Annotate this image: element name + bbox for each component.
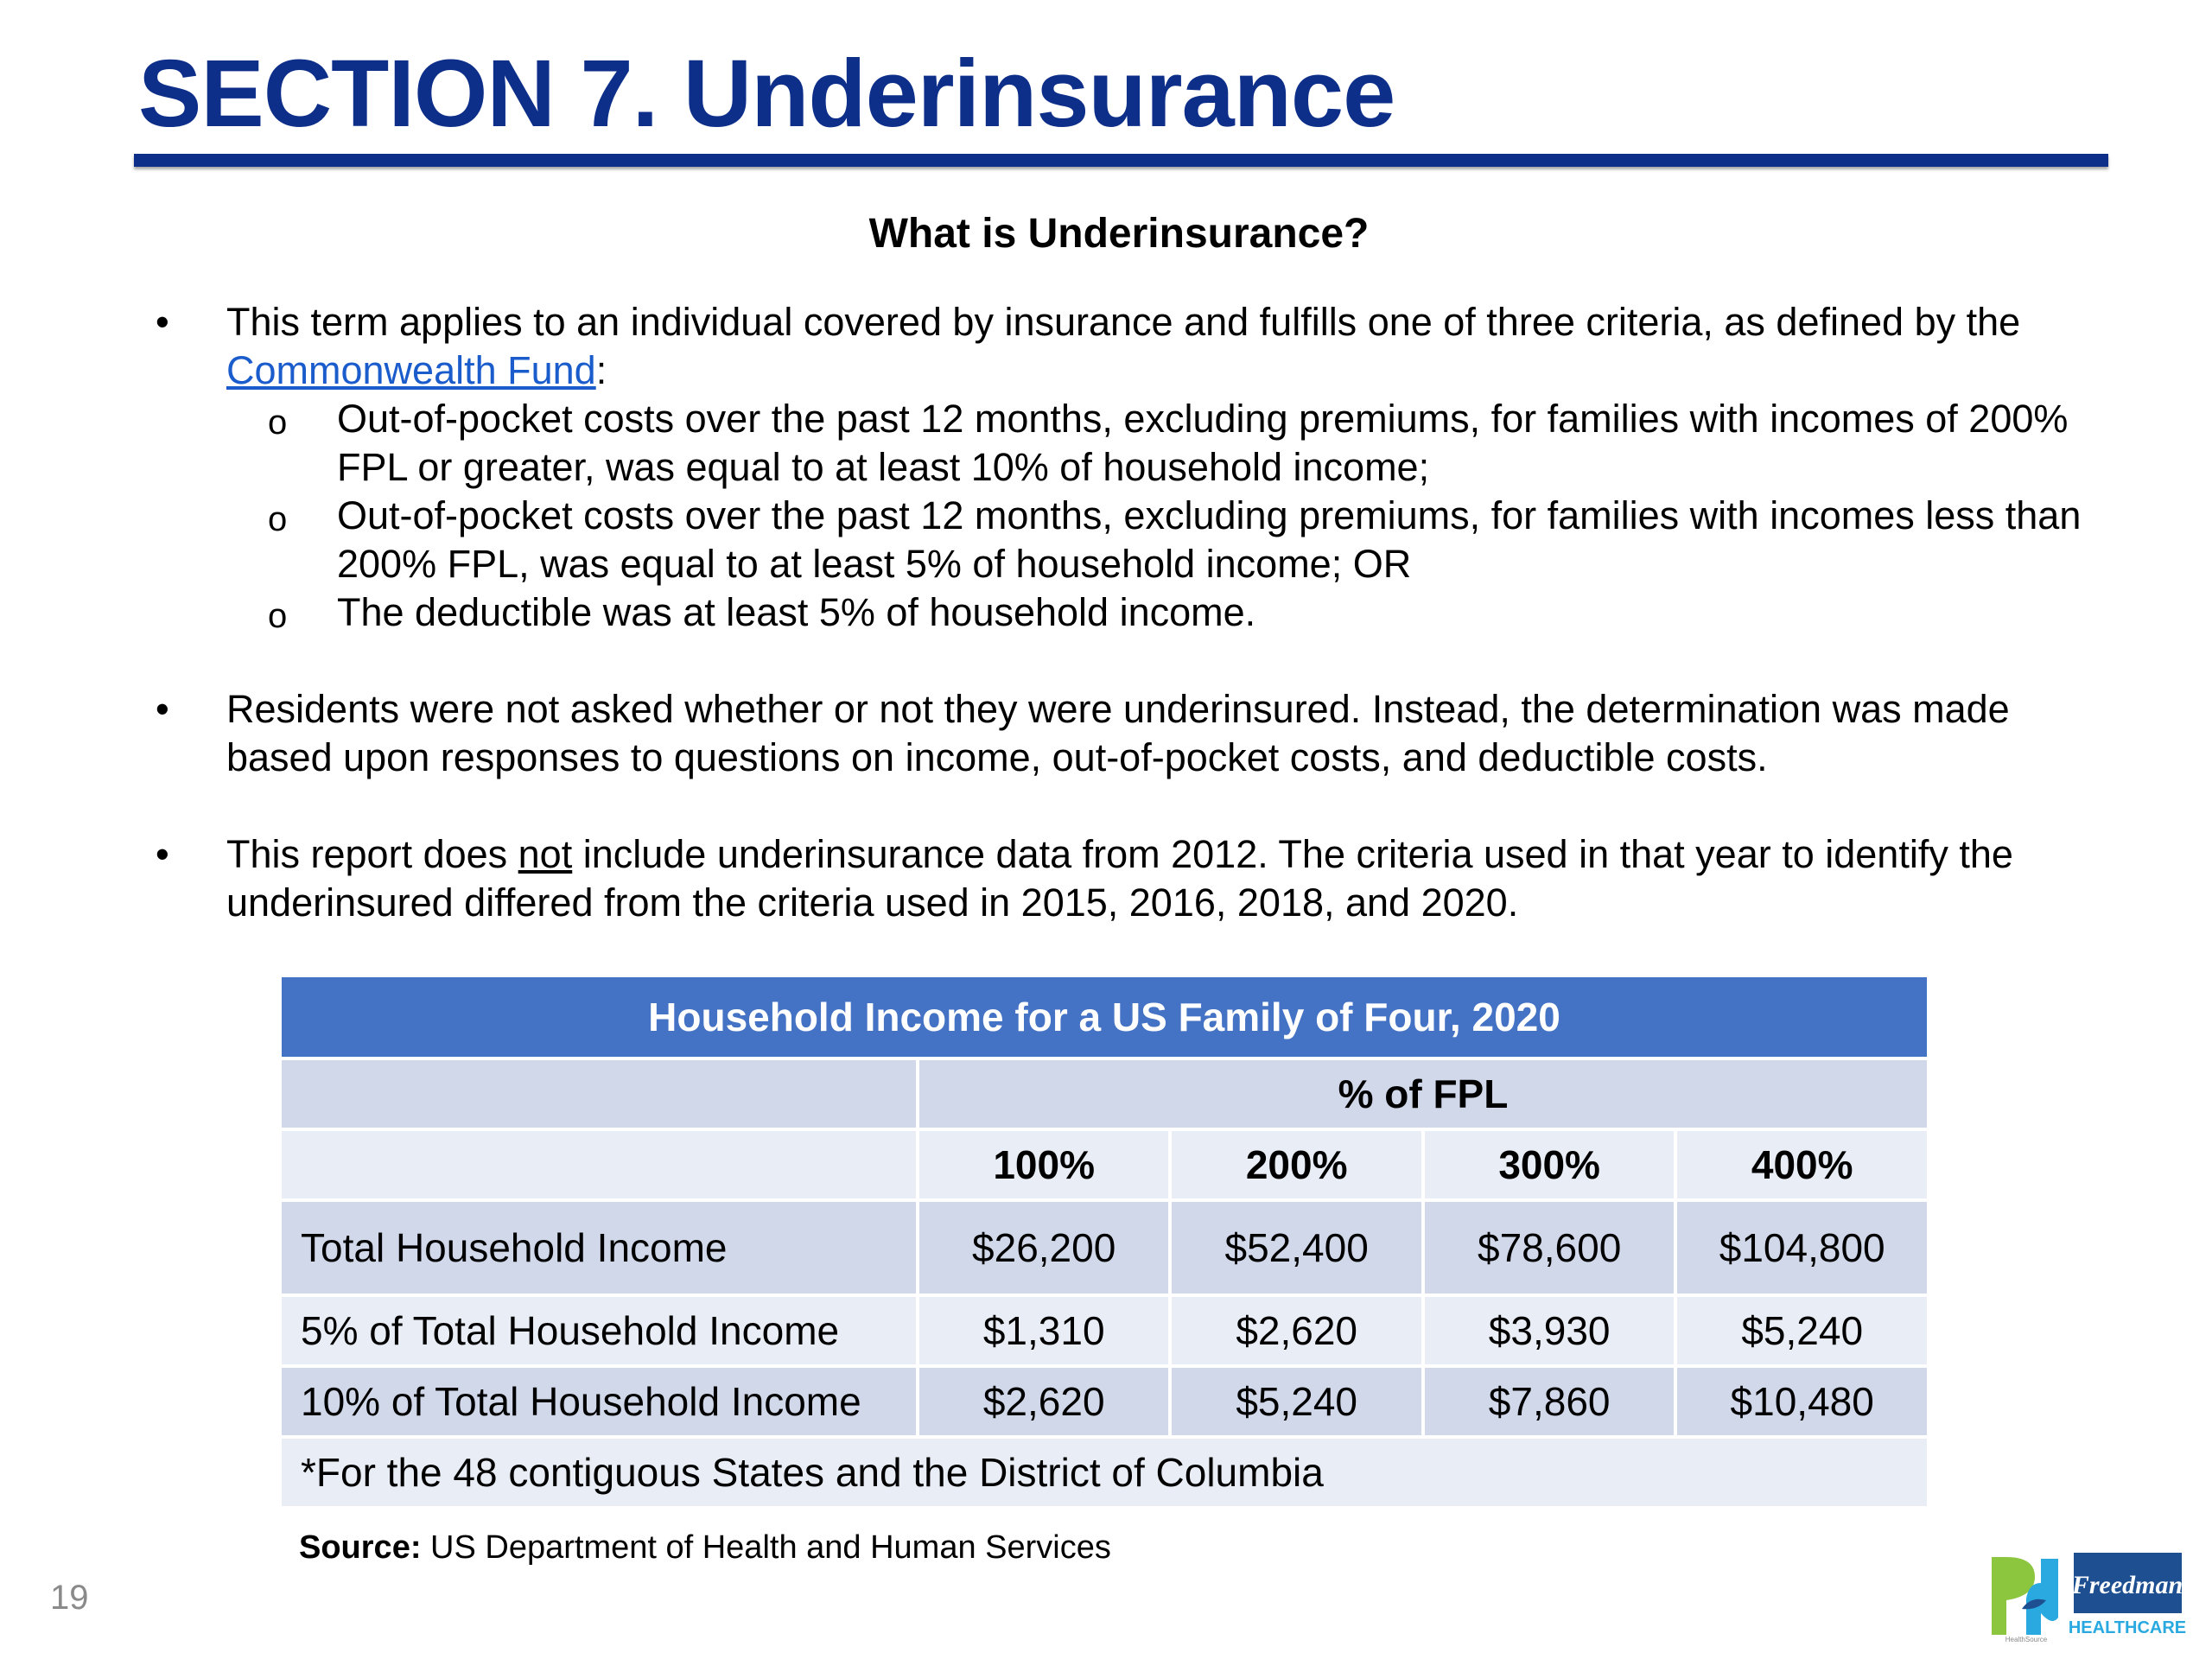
column-header: 400% bbox=[1675, 1129, 1929, 1200]
bullet-text: Residents were not asked whether or not they were underinsured. Instead, the determination was made based upon responses to questions on income, out-of-pocket costs, and deductible costs. bbox=[226, 687, 2010, 779]
column-header: 300% bbox=[1423, 1129, 1675, 1200]
circle-bullet-icon: o bbox=[268, 500, 288, 538]
page-title: SECTION 7. Underinsurance bbox=[138, 41, 1395, 147]
criterion-text: The deductible was at least 5% of household income. bbox=[337, 590, 1256, 634]
commonwealth-fund-link[interactable]: Commonwealth Fund bbox=[226, 348, 596, 392]
table-title: Household Income for a US Family of Four, 2020 bbox=[280, 976, 1929, 1058]
bullet-dot-icon: • bbox=[156, 832, 169, 876]
table-cell: $1,310 bbox=[918, 1295, 1170, 1366]
table-cell: $2,620 bbox=[1170, 1295, 1422, 1366]
freedman-healthcare-logo-icon bbox=[1987, 1548, 2186, 1643]
page-number: 19 bbox=[50, 1579, 89, 1617]
source-note bbox=[299, 1529, 1111, 1567]
bullet-dot-icon: • bbox=[156, 687, 169, 731]
table-row bbox=[280, 1366, 1929, 1437]
criterion-text: Out-of-pocket costs over the past 12 months, excluding premiums, for families with incomes less than 200% FPL, was equal to at least 5% of household income; OR bbox=[337, 493, 2082, 586]
table-cell: $26,200 bbox=[918, 1200, 1170, 1295]
row-label: Total Household Income bbox=[280, 1200, 918, 1295]
sub-bullet-criterion-1 bbox=[151, 395, 2087, 492]
sub-bullet-criterion-3 bbox=[151, 588, 2087, 637]
household-income-table bbox=[278, 974, 1930, 1510]
logo-name: Freedman bbox=[2071, 1571, 2183, 1599]
logo-tagline: HealthSource bbox=[2005, 1636, 2048, 1643]
bullet-dot-icon: • bbox=[156, 300, 169, 344]
bullet-text-rest: include underinsurance data from 2012. The criteria used in that year to identify the underinsured differed from the criteria used in 2015, 2016, 2018, and 2020. bbox=[226, 832, 2013, 925]
fpl-group-header: % of FPL bbox=[918, 1058, 1929, 1129]
source-label: Source: bbox=[299, 1529, 422, 1566]
table-row bbox=[280, 1200, 1929, 1295]
column-header: 200% bbox=[1170, 1129, 1422, 1200]
table-corner-cell bbox=[280, 1058, 918, 1129]
table-cell: $3,930 bbox=[1423, 1295, 1675, 1366]
row-label: 10% of Total Household Income bbox=[280, 1366, 918, 1437]
table-footnote: *For the 48 contiguous States and the District of Columbia bbox=[280, 1437, 1929, 1508]
bullet-2012-note bbox=[151, 830, 2087, 927]
table-cell: $5,240 bbox=[1675, 1295, 1929, 1366]
circle-bullet-icon: o bbox=[268, 597, 288, 635]
row-label: 5% of Total Household Income bbox=[280, 1295, 918, 1366]
table-row bbox=[280, 1295, 1929, 1366]
bullet-determination bbox=[151, 685, 2087, 782]
bullet-text-colon: : bbox=[595, 348, 607, 392]
table-cell: $104,800 bbox=[1675, 1200, 1929, 1295]
source-text: US Department of Health and Human Services bbox=[421, 1529, 1111, 1566]
bullet-list bbox=[151, 298, 2087, 927]
table-cell: $7,860 bbox=[1423, 1366, 1675, 1437]
emphasis-not: not bbox=[518, 832, 573, 876]
title-divider bbox=[134, 154, 2108, 167]
bullet-definition bbox=[151, 298, 2087, 637]
sub-bullet-criterion-2 bbox=[151, 492, 2087, 588]
table-cell: $2,620 bbox=[918, 1366, 1170, 1437]
section-subtitle: What is Underinsurance? bbox=[868, 211, 1370, 257]
table-cell: $52,400 bbox=[1170, 1200, 1422, 1295]
table-cell: $78,600 bbox=[1423, 1200, 1675, 1295]
logo-sub: HEALTHCARE bbox=[2068, 1618, 2186, 1637]
table-footnote-row bbox=[280, 1437, 1929, 1508]
column-header: 100% bbox=[918, 1129, 1170, 1200]
bullet-text: This report does bbox=[226, 832, 518, 876]
table-cell: $10,480 bbox=[1675, 1366, 1929, 1437]
circle-bullet-icon: o bbox=[268, 404, 288, 442]
table-corner-cell bbox=[280, 1129, 918, 1200]
criterion-text: Out-of-pocket costs over the past 12 months, excluding premiums, for families with incomes of 200% FPL or greater, was equal to at least 10% of household income; bbox=[337, 397, 2069, 489]
table-cell: $5,240 bbox=[1170, 1366, 1422, 1437]
bullet-text: This term applies to an individual covered by insurance and fulfills one of three criteria, as defined by the bbox=[226, 300, 2021, 344]
